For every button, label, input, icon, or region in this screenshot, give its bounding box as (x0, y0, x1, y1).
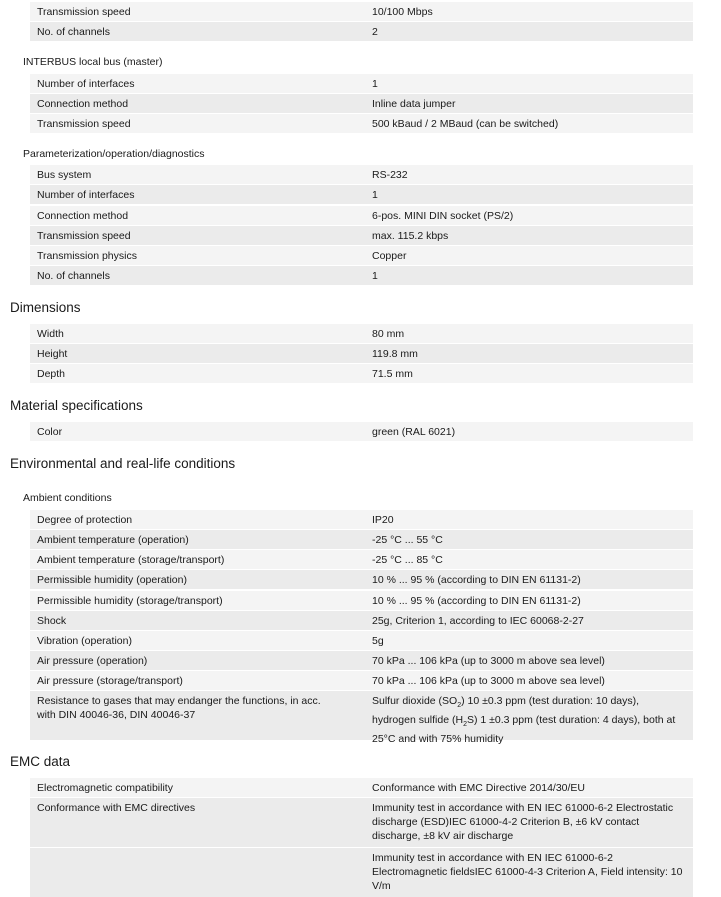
table-row (30, 73, 693, 93)
row-label: Transmission speed (37, 118, 131, 130)
row-label: Transmission physics (37, 250, 137, 262)
row-value: 10/100 Mbps (372, 6, 433, 18)
table-row (30, 245, 693, 265)
row-label: Ambient temperature (storage/transport) (37, 554, 225, 566)
row-value: -25 °C ... 55 °C (372, 534, 443, 546)
table-row (30, 690, 693, 746)
subsection-title: INTERBUS local bus (master) (23, 56, 163, 68)
table-row (30, 323, 693, 343)
row-label: Permissible humidity (operation) (37, 574, 187, 586)
row-value (372, 694, 687, 746)
table-row (30, 21, 693, 41)
row-value: 70 kPa ... 106 kPa (up to 3000 m above sea level) (372, 675, 605, 687)
table-row (30, 421, 693, 441)
table-row (30, 650, 693, 670)
row-value: RS-232 (372, 169, 408, 181)
row-value: Immunity test in accordance with EN IEC 61000-6-2 Electromagnetic fieldsIEC 61000-4-3 Criterion A, Field intensity: 10 V/m (372, 852, 683, 892)
value-line: S) 1 ±0.3 ppm (test duration: 4 days), both at (466, 714, 676, 727)
table-row (30, 1, 693, 21)
row-value: green (RAL 6021) (372, 426, 456, 438)
row-value: 10 % ... 95 % (according to DIN EN 61131-2) (372, 595, 581, 607)
section-title-emc: EMC data (10, 754, 71, 769)
row-value: 10 % ... 95 % (according to DIN EN 61131-2) (372, 574, 581, 586)
row-label: No. of channels (37, 26, 110, 38)
row-value: 70 kPa ... 106 kPa (up to 3000 m above sea level) (372, 655, 605, 667)
table-row (30, 225, 693, 245)
row-label: Number of interfaces (37, 189, 135, 201)
row-value: 1 (372, 189, 378, 201)
subscript: 2 (463, 721, 467, 729)
row-value: Conformance with EMC Directive 2014/30/EU (372, 782, 586, 794)
table-row (30, 529, 693, 549)
table-row (30, 797, 693, 847)
value-line: Sulfur dioxide (SO (372, 695, 458, 707)
row-value: 500 kBaud / 2 MBaud (can be switched) (372, 118, 559, 130)
value-line: ) 10 ±0.3 ppm (test duration: 10 days), (461, 695, 640, 707)
section-title-material: Material specifications (10, 398, 143, 413)
table-row (30, 343, 693, 363)
row-label: No. of channels (37, 270, 110, 282)
table-row (30, 777, 693, 797)
section-title-dimensions: Dimensions (10, 300, 81, 315)
table-row (30, 363, 693, 383)
subsection-title: Ambient conditions (23, 492, 112, 504)
table-row (30, 670, 693, 690)
row-value: max. 115.2 kbps (372, 230, 449, 242)
row-label: Air pressure (operation) (37, 655, 148, 667)
row-label: Height (37, 348, 68, 360)
table-row (30, 509, 693, 529)
row-label: Width (37, 328, 64, 340)
row-label: Degree of protection (37, 514, 133, 526)
row-label: Air pressure (storage/transport) (37, 675, 183, 687)
table-row (30, 184, 693, 204)
row-value: Copper (372, 250, 407, 262)
row-label: Transmission speed (37, 6, 131, 18)
row-label: Depth (37, 368, 66, 380)
row-value: Immunity test in accordance with EN IEC 61000-6-2 Electrostatic discharge (ESD)IEC 61000-4-2 Criterion B, ±6 kV contact discharge, ±8 kV air discharge (372, 802, 674, 842)
table-row (30, 847, 693, 897)
value-line: 25°C and with 75% humidity (372, 733, 504, 746)
table-row (30, 630, 693, 650)
row-label: Vibration (operation) (37, 635, 132, 647)
row-label: Permissible humidity (storage/transport) (37, 595, 223, 607)
table-row (30, 164, 693, 184)
row-label: Shock (37, 615, 67, 627)
table-row (30, 549, 693, 569)
row-value: -25 °C ... 85 °C (372, 554, 443, 566)
row-label: Number of interfaces (37, 78, 135, 90)
row-value: 119.8 mm (372, 348, 418, 360)
row-value: 2 (372, 26, 378, 38)
row-label: Color (37, 426, 63, 438)
row-value: Inline data jumper (372, 98, 456, 110)
row-label: Transmission speed (37, 230, 131, 242)
table-row (30, 569, 693, 589)
row-label: Conformance with EMC directives (37, 802, 196, 814)
row-value: 6-pos. MINI DIN socket (PS/2) (372, 210, 514, 222)
row-value: 25g, Criterion 1, according to IEC 60068-2-27 (372, 615, 584, 627)
subsection-title: Parameterization/operation/diagnostics (23, 148, 205, 160)
row-label: Bus system (37, 169, 92, 181)
row-label: Connection method (37, 98, 129, 110)
section-title-environment: Environmental and real-life conditions (10, 456, 236, 471)
table-row (30, 610, 693, 630)
table-row (30, 590, 693, 610)
value-line: hydrogen sulfide (H (372, 714, 464, 727)
row-value: 5g (372, 635, 384, 647)
row-value: IP20 (372, 514, 394, 526)
row-value: 80 mm (372, 328, 405, 340)
row-value: 1 (372, 78, 378, 90)
table-row (30, 265, 693, 285)
row-label: Electromagnetic compatibility (37, 782, 173, 794)
row-label: Ambient temperature (operation) (37, 534, 189, 546)
subscript: 2 (457, 702, 462, 710)
table-row (30, 205, 693, 225)
row-label: Resistance to gases that may endanger the functions, in acc. with DIN 40046-36, DIN 40046-37 (37, 695, 321, 721)
table-row (30, 113, 693, 133)
row-value: 1 (372, 270, 378, 282)
table-row (30, 93, 693, 113)
row-value: 71.5 mm (372, 368, 413, 380)
row-label: Connection method (37, 210, 129, 222)
